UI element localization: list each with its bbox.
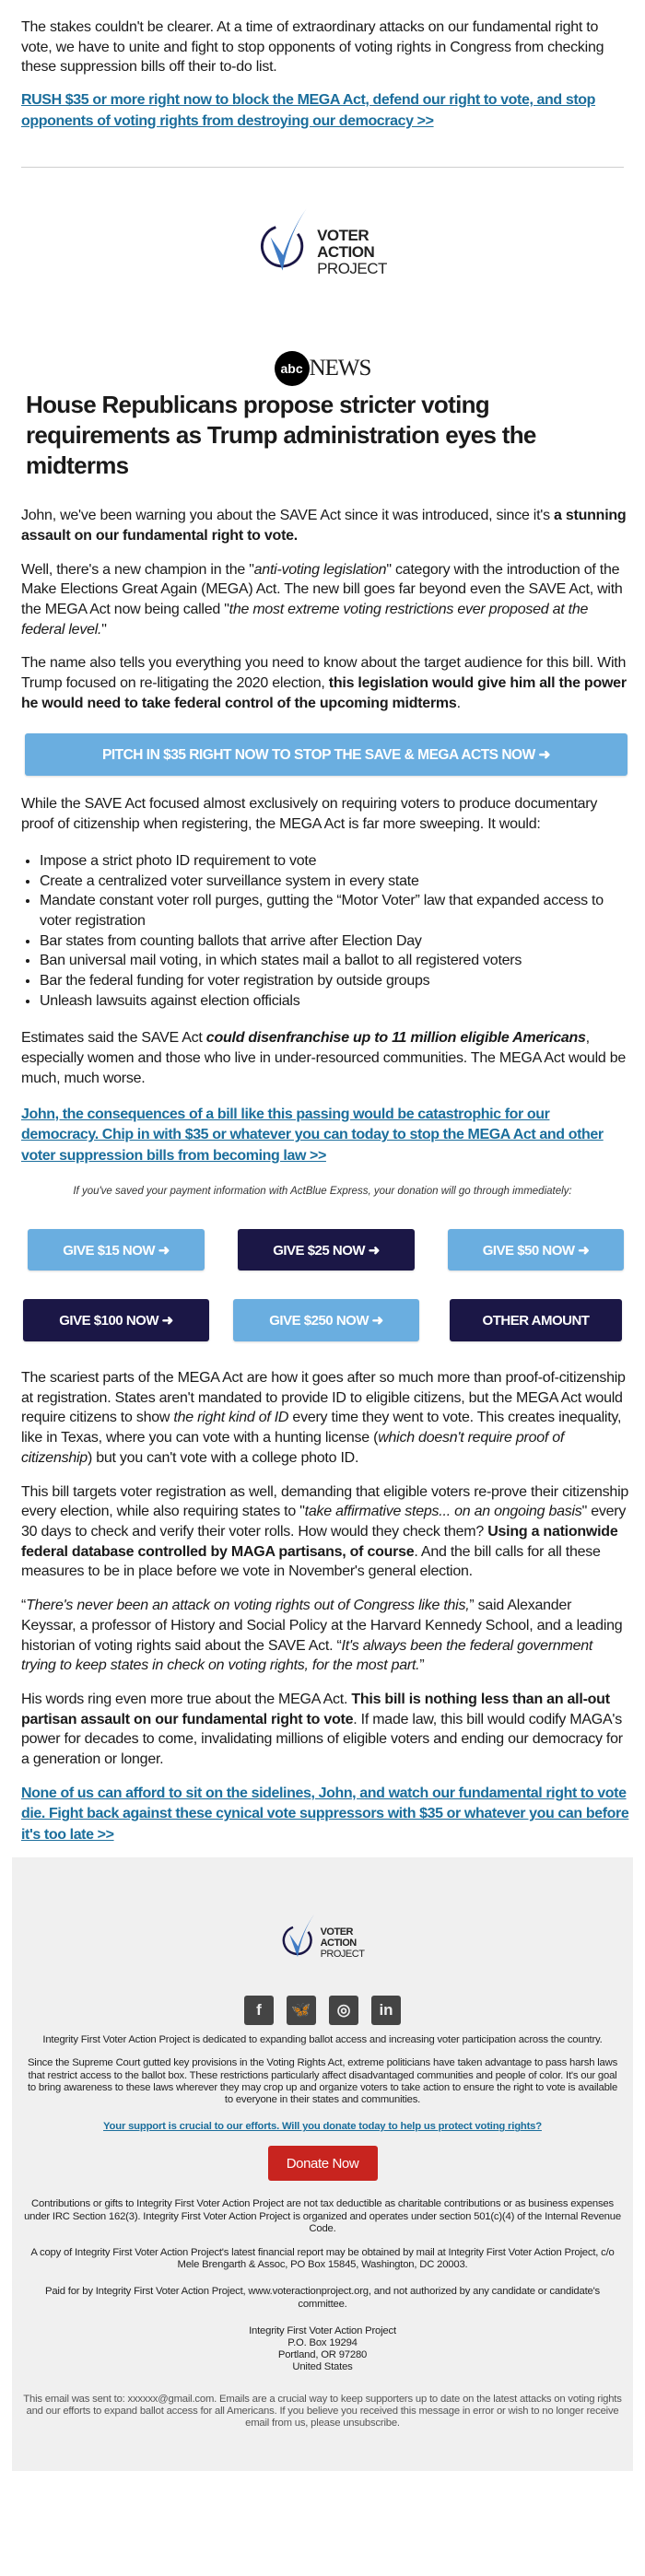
abc-news-logo [0,351,645,386]
news-wordmark: NEWS [309,356,371,381]
checkmark-logo-icon [258,207,310,284]
footer-unsubscribe-note: This email was sent to: xxxxxx@gmail.com. Emails are a crucial way to keep supporters up to date on the latest attacks on voting rights and our efforts to expand ballot access for all Americans. If you believe you received this message in error or wish to no longer receive email from us, please unsubscribe. [23,2393,622,2430]
text-segment: . [456,695,461,711]
footer-support-link[interactable]: Your support is crucial to our efforts. Will you donate today to help us protect voting rights? [103,2121,542,2133]
logo-text-action: ACTION [317,242,375,261]
logo-text-project: PROJECT [317,259,387,277]
actblue-express-note: If you've saved your payment information with ActBlue Express, your donation will go through immediately: [73,1186,572,1198]
text-segment: ) but you can't vote with a college photo ID. [87,1449,359,1466]
logo-text-voter: VOTER [320,1926,353,1938]
body-paragraph-6 [21,1368,629,1469]
footer-logo [12,1914,633,1966]
abc-logo-mark: abc [275,351,310,386]
checkmark-logo-icon [281,1914,316,1966]
list-item: • Mandate constant voter roll purges, gutting the “Motor Voter” law that expanded access to voter registration [40,891,629,931]
bluesky-icon[interactable]: 🦋 [287,1996,316,2025]
text-segment: , especially women and those who live in under-resourced communities. The MEGA Act would be much, much worse. [21,1030,627,1086]
body-paragraph-7 [21,1482,629,1583]
intro-paragraph: The stakes couldn't be clearer. At a time of extraordinary attacks on our fundamental right to vote, we have to unite and fight to stop opponents of voting rights in Congress from checking these suppression bills off their to-do list. [21,19,604,76]
body-paragraph-1 [21,506,629,545]
text-segment-italic: anti-voting legislation [253,561,387,578]
instagram-icon[interactable]: ◎ [329,1996,358,2025]
give-15-button[interactable]: GIVE $15 NOW ➜ [28,1229,205,1270]
text-segment-bold: Using a nationwide federal database controlled by MAGA partisans, of course [21,1524,618,1560]
text-segment-bold-italic: could disenfranchise up to 11 million eligible Americans [205,1030,586,1047]
text-segment-bold: This bill is nothing less than an all-out partisan assault on our fundamental right to vote [21,1691,610,1727]
body-paragraph-5 [21,1028,629,1088]
text-segment-italic: the most extreme voting restrictions ever proposed at the federal level. [21,601,589,638]
text-segment-italic: It's always been the federal government trying to keep states in check on voting rights, for the most part. [21,1637,593,1674]
text-segment-bold: a stunning assault on our fundamental right to vote. [21,508,627,544]
text-segment: Well, there's a new champion in the " [21,561,254,578]
text-segment: The name also tells you everything you need to know about the target audience for this bill. With Trump focused on re-litigating the 2020 election, [21,655,627,692]
give-100-button[interactable]: GIVE $100 NOW ➜ [23,1299,209,1341]
address-line: Integrity First Voter Action Project [249,2324,396,2336]
text-segment: " every 30 days to check and verify their voter rolls. How would they check them? [21,1504,627,1540]
body-paragraph-3 [21,653,629,713]
body-paragraph-2 [21,560,629,640]
linkedin-icon[interactable]: in [371,1996,401,2025]
list-item: • Bar the federal funding for voter registration by outside groups [40,971,629,991]
text-segment: " [101,621,107,638]
donate-link-rush[interactable]: RUSH $35 or more right now to block the MEGA Act, defend our right to vote, and stop opponents of voting rights from destroying our democracy >> [21,92,596,129]
text-segment: . If made law, this bill would codify MAGA's power for decades to come, invalidating millions of eligible voters and ending our democracy for a generation or longer. [21,1711,623,1768]
voter-action-project-logo [0,207,645,284]
give-250-button[interactable]: GIVE $250 NOW ➜ [233,1299,419,1341]
list-item: • Create a centralized voter surveillance system in every state [40,872,629,892]
body-paragraph-4: While the SAVE Act focused almost exclusively on requiring voters to produce documentary proof of citizenship when registering, the MEGA Act is far more sweeping. It would: [21,796,598,833]
donate-link-fight-back[interactable]: None of us can afford to sit on the sidelines, John, and watch our fundamental right to vote die. Fight back against these cynical vote suppressors with $35 or whatever you can before it's too late >> [21,1785,629,1843]
text-segment-italic: There's never been an attack on voting rights out of Congress like this, [26,1598,470,1614]
donate-now-button[interactable]: Donate Now [268,2146,378,2181]
address-line: United States [292,2361,353,2373]
list-item: • Unleash lawsuits against election officials [40,991,629,1012]
text-segment-bold: this legislation would give him all the power he would need to take federal control of the upcoming midterms [21,675,627,711]
list-item: • Impose a strict photo ID requirement to vote [40,851,629,872]
footer-tax-disclaimer: Contributions or gifts to Integrity First Voter Action Project are not tax deductible as charitable contributions or as business expenses under IRC Section 162(3). Integrity First Voter Action Project is organized and operates under section 501(c)(4) of the Internal Revenue Code. [24,2198,621,2234]
logo-text-action: ACTION [320,1937,357,1949]
body-paragraph-9 [21,1690,629,1770]
text-segment: Estimates said the SAVE Act [21,1030,206,1047]
logo-text-voter: VOTER [317,226,369,244]
footer [12,1857,633,2471]
other-amount-button[interactable]: OTHER AMOUNT [450,1299,622,1341]
social-links [12,1996,633,2025]
footer-financial-report: A copy of Integrity First Voter Action Project's latest financial report may be obtained by mail at Integrity First Voter Action Project, c/o Mele Brengarth & Assoc, PO Box 15845, Washington, DC 20003. [30,2247,615,2271]
text-segment-italic: take affirmative steps... on an ongoing basis [304,1504,582,1520]
list-item: • Bar states from counting ballots that arrive after Election Day [40,931,629,952]
body-paragraph-8 [21,1596,629,1676]
article-headline: House Republicans propose stricter voting requirements as Trump administration eyes the midterms [26,391,536,480]
divider [21,167,624,168]
text-segment: John, we've been warning you about the SAVE Act since it was introduced, since it's [21,508,555,524]
footer-mission: Integrity First Voter Action Project is dedicated to expanding ballot access and increasing voter participation across the country. [42,2034,603,2046]
text-segment: This bill targets voter registration as well, demanding that eligible voters re-prove their citizenship every election, while also requiring states to " [21,1483,629,1520]
donate-link-chip-in[interactable]: John, the consequences of a bill like this passing would be catastrophic for our democracy. Chip in with $35 or whatever you can today to stop the MEGA Act and other voter suppression bills from becoming law >> [21,1106,604,1164]
address-line: P.O. Box 19294 [287,2337,358,2349]
text-segment: The scariest parts of the MEGA Act are how it goes after so much more than proof-of-citizenship at registration. States aren't mandated to provide ID to eligible citizens, but the MEGA Act would require citizens to show [21,1370,626,1426]
text-segment: His words ring even more true about the MEGA Act. [21,1691,352,1707]
give-50-button[interactable]: GIVE $50 NOW ➜ [448,1229,624,1270]
logo-text-project: PROJECT [320,1948,365,1960]
text-segment: . And the bill calls for all these measures to be in place before we vote in November's general election. [21,1543,601,1580]
mega-act-list [21,851,629,1012]
footer-address [23,2325,622,2374]
pitch-in-35-button[interactable]: PITCH IN $35 RIGHT NOW TO STOP THE SAVE & MEGA ACTS NOW ➜ [25,733,627,776]
footer-paid-for: Paid for by Integrity First Voter Action Project, www.voteractionproject.org, and not authorized by any candidate or candidate's committee. [45,2286,600,2310]
list-item: • Ban universal mail voting, in which states mail a ballot to all registered voters [40,951,629,971]
text-segment-italic: the right kind of ID [173,1410,289,1426]
text-segment: every time they went to vote. This creates inequality, like in Texas, where you can vote with a hunting license ( [21,1410,622,1446]
text-segment: ” [419,1657,425,1674]
text-segment: " category with the introduction of the Make Elections Great Again (MEGA) Act. The new bill goes far beyond even the SAVE Act, with the MEGA Act now being called " [21,561,623,617]
text-segment: “ [21,1598,27,1614]
text-segment-italic: which doesn't require proof of citizenship [21,1430,565,1466]
give-25-button[interactable]: GIVE $25 NOW ➜ [238,1229,415,1270]
donation-buttons [0,1229,645,1341]
text-segment: ” said Alexander Keyssar, a professor of History and Social Policy at the Harvard Kennedy School, and a leading historian of voting rights said about the SAVE Act. “ [21,1598,623,1654]
footer-about: Since the Supreme Court gutted key provisions in the Voting Rights Act, extreme politicians have taken advantage to pass harsh laws that restrict access to the ballot box. These restrictions particularly affect disadvantaged communities and people of color. It's our goal to bring awareness to these laws wherever they may crop up and organize voters to take action to ensure the right to vote is available to everyone in their states and communities. [27,2057,618,2106]
facebook-icon[interactable]: f [244,1996,274,2025]
address-line: Portland, OR 97280 [277,2349,368,2361]
